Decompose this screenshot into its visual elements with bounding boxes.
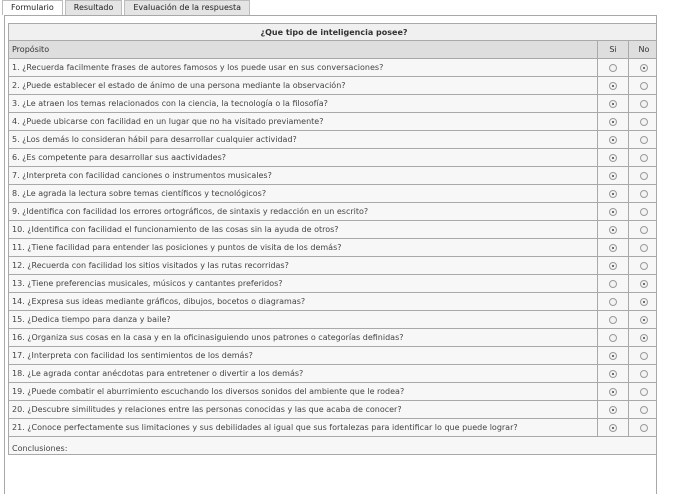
question-row [9,113,658,131]
radio-si[interactable] [609,100,617,108]
questionnaire-table [8,23,657,455]
radio-si[interactable] [609,298,617,306]
answer-cell-si [598,113,629,131]
radio-no[interactable] [640,316,648,324]
header-row [9,41,658,59]
answer-cell-no [629,401,658,419]
radio-si[interactable] [609,424,617,432]
radio-no[interactable] [640,208,648,216]
question-text: 4. ¿Puede ubicarse con facilidad en un lugar que no ha visitado previamente? [9,113,598,131]
radio-no[interactable] [640,370,648,378]
question-row [9,347,658,365]
form-title: ¿Que tipo de inteligencia posee? [9,24,658,41]
tab-formulario[interactable]: Formulario [2,0,63,15]
answer-cell-si [598,239,629,257]
answer-cell-si [598,311,629,329]
answer-cell-si [598,365,629,383]
question-text: 20. ¿Descubre similitudes y relaciones entre las personas conocidas y las que acaba de conocer? [9,401,598,419]
radio-si[interactable] [609,388,617,396]
question-text: 18. ¿Le agrada contar anécdotas para entretener o divertir a los demás? [9,365,598,383]
radio-no[interactable] [640,226,648,234]
radio-no[interactable] [640,82,648,90]
answer-cell-si [598,329,629,347]
tab-bar [2,0,252,15]
question-row [9,131,658,149]
answer-cell-no [629,149,658,167]
radio-si[interactable] [609,172,617,180]
radio-si[interactable] [609,190,617,198]
radio-no[interactable] [640,172,648,180]
question-row [9,257,658,275]
tab-resultado[interactable]: Resultado [65,0,123,15]
question-row [9,311,658,329]
question-text: 19. ¿Puede combatir el aburrimiento escuchando los diversos sonidos del ambiente que le rodea? [9,383,598,401]
question-text: 5. ¿Los demás lo consideran hábil para desarrollar cualquier actividad? [9,131,598,149]
radio-no[interactable] [640,298,648,306]
radio-no[interactable] [640,118,648,126]
radio-si[interactable] [609,208,617,216]
question-text: 21. ¿Conoce perfectamente sus limitaciones y sus debilidades al igual que sus fortalezas para identificar lo que puede lograr? [9,419,598,437]
question-text: 15. ¿Dedica tiempo para danza y baile? [9,311,598,329]
tab-evaluacion[interactable]: Evaluación de la respuesta [124,0,250,15]
question-text: 3. ¿Le atraen los temas relacionados con la ciencia, la tecnología o la filosofía? [9,95,598,113]
question-row [9,329,658,347]
answer-cell-si [598,167,629,185]
radio-si[interactable] [609,406,617,414]
answer-cell-si [598,149,629,167]
question-row [9,383,658,401]
answer-cell-no [629,275,658,293]
question-text: 13. ¿Tiene preferencias musicales, músicos y cantantes preferidos? [9,275,598,293]
question-text: 6. ¿Es competente para desarrollar sus aactividades? [9,149,598,167]
answer-cell-no [629,347,658,365]
question-row [9,185,658,203]
radio-no[interactable] [640,406,648,414]
radio-no[interactable] [640,334,648,342]
question-row [9,239,658,257]
radio-no[interactable] [640,190,648,198]
question-text: 12. ¿Recuerda con facilidad los sitios visitados y las rutas recorridas? [9,257,598,275]
answer-cell-no [629,419,658,437]
question-text: 10. ¿Identifica con facilidad el funcionamiento de las cosas sin la ayuda de otros? [9,221,598,239]
header-no: No [629,41,658,59]
question-row [9,221,658,239]
question-row [9,167,658,185]
answer-cell-si [598,95,629,113]
answer-cell-si [598,275,629,293]
answer-cell-no [629,383,658,401]
answer-cell-si [598,221,629,239]
answer-cell-si [598,185,629,203]
answer-cell-no [629,239,658,257]
question-row [9,59,658,77]
answer-cell-si [598,347,629,365]
answer-cell-no [629,293,658,311]
radio-no[interactable] [640,136,648,144]
question-row [9,77,658,95]
answer-cell-si [598,293,629,311]
answer-cell-no [629,59,658,77]
form-title-row [9,24,658,41]
answer-cell-no [629,185,658,203]
answer-cell-no [629,95,658,113]
radio-si[interactable] [609,82,617,90]
question-text: 11. ¿Tiene facilidad para entender las posiciones y puntos de visita de los demás? [9,239,598,257]
question-row [9,149,658,167]
question-row [9,419,658,437]
question-text: 7. ¿Interpreta con facilidad canciones o instrumentos musicales? [9,167,598,185]
conclusions-row [9,437,658,455]
conclusions-label: Conclusiones: [12,444,68,453]
header-si: Si [598,41,629,59]
answer-cell-no [629,167,658,185]
question-text: 16. ¿Organiza sus cosas en la casa y en la oficinasiguiendo unos patrones o categorías definidas? [9,329,598,347]
question-text: 8. ¿Le agrada la lectura sobre temas científicos y tecnológicos? [9,185,598,203]
radio-si[interactable] [609,64,617,72]
radio-si[interactable] [609,262,617,270]
question-text: 17. ¿Interpreta con facilidad los sentimientos de los demás? [9,347,598,365]
radio-no[interactable] [640,280,648,288]
question-row [9,293,658,311]
answer-cell-no [629,77,658,95]
answer-cell-si [598,383,629,401]
radio-no[interactable] [640,262,648,270]
radio-si[interactable] [609,154,617,162]
conclusions-cell [9,437,658,455]
radio-no[interactable] [640,352,648,360]
answer-cell-no [629,311,658,329]
answer-cell-si [598,419,629,437]
question-row [9,365,658,383]
form-panel [4,15,657,494]
answer-cell-si [598,257,629,275]
question-row [9,275,658,293]
header-proposito: Propósito [9,41,598,59]
radio-si[interactable] [609,136,617,144]
answer-cell-si [598,77,629,95]
radio-no[interactable] [640,244,648,252]
radio-no[interactable] [640,424,648,432]
question-row [9,95,658,113]
radio-si[interactable] [609,352,617,360]
answer-cell-no [629,329,658,347]
radio-si[interactable] [609,280,617,288]
radio-no[interactable] [640,100,648,108]
question-row [9,401,658,419]
answer-cell-no [629,221,658,239]
radio-si[interactable] [609,244,617,252]
radio-no[interactable] [640,64,648,72]
answer-cell-no [629,365,658,383]
question-text: 2. ¿Puede establecer el estado de ánimo de una persona mediante la observación? [9,77,598,95]
answer-cell-no [629,131,658,149]
radio-no[interactable] [640,388,648,396]
answer-cell-no [629,257,658,275]
question-text: 14. ¿Expresa sus ideas mediante gráficos, dibujos, bocetos o diagramas? [9,293,598,311]
question-row [9,203,658,221]
radio-no[interactable] [640,154,648,162]
answer-cell-si [598,59,629,77]
answer-cell-no [629,203,658,221]
radio-si[interactable] [609,118,617,126]
answer-cell-no [629,113,658,131]
question-text: 1. ¿Recuerda facilmente frases de autores famosos y los puede usar en sus conversaciones? [9,59,598,77]
radio-si[interactable] [609,316,617,324]
radio-si[interactable] [609,370,617,378]
question-text: 9. ¿Identifica con facilidad los errores ortográficos, de sintaxis y redacción en un escrito? [9,203,598,221]
radio-si[interactable] [609,334,617,342]
answer-cell-si [598,401,629,419]
radio-si[interactable] [609,226,617,234]
answer-cell-si [598,131,629,149]
answer-cell-si [598,203,629,221]
